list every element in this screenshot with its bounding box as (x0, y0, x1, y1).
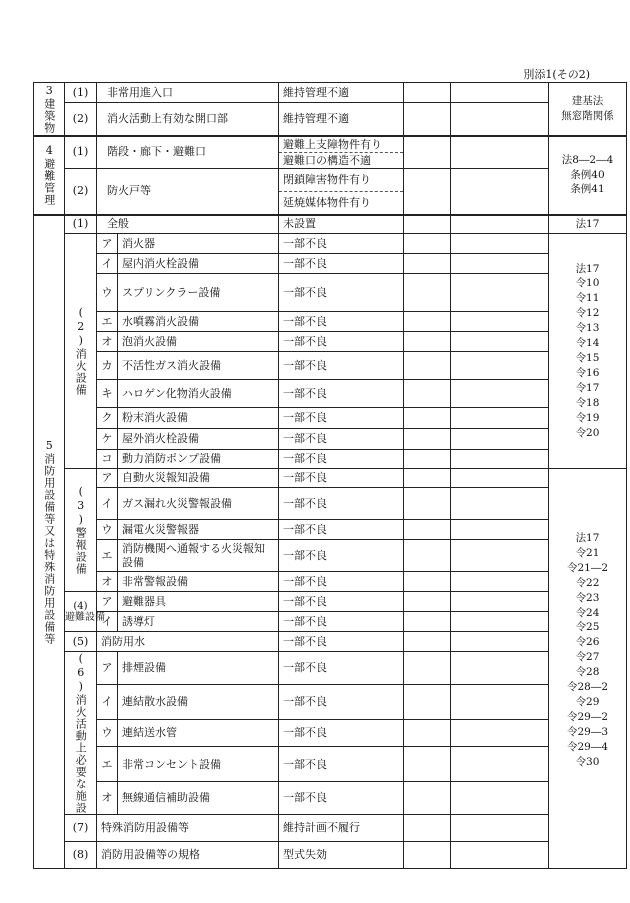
check-cell[interactable] (404, 312, 451, 332)
check-cell[interactable] (404, 215, 451, 234)
table-row (34, 408, 627, 429)
check-cell[interactable] (404, 719, 451, 747)
table-cell: (7) (65, 815, 97, 842)
table-cell: イ (97, 254, 118, 274)
table-cell: 連結送水管 (118, 719, 279, 747)
table-row (34, 429, 627, 450)
table-row (34, 312, 627, 332)
table-cell: (4) (73, 600, 88, 612)
table-cell: 非常用進入口 (97, 83, 279, 103)
table-cell: 一部不良 (279, 429, 404, 450)
note-cell[interactable] (451, 592, 549, 612)
table-cell: オ (97, 782, 118, 815)
table-cell: エ (97, 540, 118, 572)
table-row (34, 842, 627, 869)
check-cell[interactable] (404, 332, 451, 352)
table-cell: 一部不良 (279, 520, 404, 540)
check-cell[interactable] (404, 684, 451, 719)
table-row (34, 450, 627, 469)
check-cell[interactable] (404, 842, 451, 869)
table-cell: 一部不良 (279, 332, 404, 352)
table-cell: ア (97, 234, 118, 254)
table-cell: オ (97, 332, 118, 352)
note-cell[interactable] (451, 520, 549, 540)
table-cell: 5消防用設備等又は特殊消防用設備等 (42, 438, 56, 645)
table-cell: スプリンクラー設備 (118, 274, 279, 312)
note-cell[interactable] (451, 572, 549, 592)
table-cell: (2)消火設備 (74, 306, 88, 396)
table-cell: 一部不良 (279, 540, 404, 572)
table-cell: 型式失効 (279, 842, 404, 869)
table-row (34, 540, 627, 572)
table-cell: 一部不良 (279, 719, 404, 747)
note-cell[interactable] (451, 83, 549, 103)
table-cell: (8) (65, 842, 97, 869)
note-cell[interactable] (451, 842, 549, 869)
table-cell: 一部不良 (279, 612, 404, 632)
check-cell[interactable] (404, 408, 451, 429)
table-cell: ガス漏れ火災警報設備 (118, 488, 279, 520)
table-cell: 屋内消火栓設備 (118, 254, 279, 274)
table-cell: 屋外消火栓設備 (118, 429, 279, 450)
table-cell: 維持管理不適 (279, 103, 404, 136)
law-reference: 法17 令21 令21―2 令22 令23 令24 令25 令26 令27 令28 令28―2 令29 令29―2 令29―3 令29―4 令30 (549, 469, 627, 869)
table-cell: 一部不良 (279, 312, 404, 332)
table-row (34, 782, 627, 815)
table-cell: 一部不良 (279, 450, 404, 469)
check-cell[interactable] (404, 488, 451, 520)
table-cell: 避難器具 (118, 592, 279, 612)
table-cell: 消防用設備等の規格 (97, 842, 279, 869)
attachment-reference: 別添1(その2) (523, 68, 590, 81)
table-cell: 4避難管理 (42, 144, 56, 206)
check-cell[interactable] (404, 592, 451, 612)
table-cell: 一部不良 (279, 488, 404, 520)
table-cell: 延焼媒体物件有り (283, 195, 371, 209)
check-cell[interactable] (404, 572, 451, 592)
table-cell: 特殊消防用設備等 (97, 815, 279, 842)
note-cell[interactable] (451, 215, 549, 234)
table-row (34, 488, 627, 520)
check-cell[interactable] (404, 168, 451, 215)
note-cell[interactable] (451, 815, 549, 842)
table-cell: 連結散水設備 (118, 684, 279, 719)
note-cell[interactable] (451, 612, 549, 632)
table-cell: 消防用水 (97, 632, 279, 652)
table-cell: 無線通信補助設備 (118, 782, 279, 815)
table-cell: エ (97, 747, 118, 782)
table-cell: イ (97, 684, 118, 719)
check-cell[interactable] (404, 469, 451, 488)
table-cell: エ (97, 312, 118, 332)
check-cell[interactable] (404, 652, 451, 685)
table-cell: 未設置 (279, 215, 404, 234)
table-cell: コ (97, 450, 118, 469)
check-cell[interactable] (404, 450, 451, 469)
table-cell: 防火戸等 (97, 168, 279, 215)
note-cell[interactable] (451, 408, 549, 429)
check-cell[interactable] (404, 815, 451, 842)
note-cell[interactable] (451, 312, 549, 332)
table-cell: 一部不良 (279, 234, 404, 254)
table-cell: イ (97, 488, 118, 520)
law-reference: 法17 (549, 215, 627, 234)
table-cell: 維持計画不履行 (279, 815, 404, 842)
table-cell: 避難設備 (65, 611, 105, 623)
table-cell: 動力消防ポンプ設備 (118, 450, 279, 469)
table-row (34, 572, 627, 592)
table-cell: ウ (97, 520, 118, 540)
check-cell[interactable] (404, 254, 451, 274)
table-cell: 一部不良 (279, 352, 404, 380)
table-cell: 一部不良 (279, 274, 404, 312)
table-cell: 一部不良 (279, 684, 404, 719)
note-cell[interactable] (451, 652, 549, 685)
note-cell[interactable] (451, 380, 549, 408)
check-cell[interactable] (404, 747, 451, 782)
check-cell[interactable] (404, 136, 451, 169)
table-cell: 粉末消火設備 (118, 408, 279, 429)
table-cell: 一部不良 (279, 782, 404, 815)
table-cell: 消火器 (118, 234, 279, 254)
law-reference: 建基法 無窓階関係 (549, 83, 627, 136)
table-cell: 非常コンセント設備 (118, 747, 279, 782)
check-cell[interactable] (404, 352, 451, 380)
table-row (34, 380, 627, 408)
note-cell[interactable] (451, 632, 549, 652)
note-cell[interactable] (451, 254, 549, 274)
table-row (34, 83, 627, 103)
note-cell[interactable] (451, 274, 549, 312)
table-cell: キ (97, 380, 118, 408)
table-row (34, 168, 627, 215)
table-cell: 一部不良 (279, 632, 404, 652)
inspection-table (33, 82, 627, 869)
law-reference: 法8―2―4 条例40 条例41 (549, 136, 627, 215)
table-row (34, 747, 627, 782)
check-cell[interactable] (404, 782, 451, 815)
law-reference: 法17 令10 令11 令12 令13 令14 令15 令16 令17 令18 令19 令20 (549, 234, 627, 469)
note-cell[interactable] (451, 747, 549, 782)
check-cell[interactable] (404, 380, 451, 408)
table-cell: 避難上支障物件有り (279, 137, 403, 153)
table-cell: イ (97, 612, 118, 632)
table-row (34, 352, 627, 380)
table-cell: 漏電火災警報器 (118, 520, 279, 540)
table-row (34, 592, 627, 612)
table-cell: 泡消火設備 (118, 332, 279, 352)
section-4-label (34, 136, 65, 215)
table-row (34, 274, 627, 312)
alarm-label (65, 469, 97, 592)
table-cell: (3)警報設備 (74, 485, 88, 575)
table-row (34, 520, 627, 540)
note-cell[interactable] (451, 684, 549, 719)
evac-label (65, 592, 105, 632)
table-row (34, 612, 627, 632)
table-row (34, 332, 627, 352)
table-cell: 避難口の構造不適 (283, 153, 371, 167)
table-cell: ウ (97, 719, 118, 747)
note-cell[interactable] (451, 469, 549, 488)
table-cell: ア (97, 469, 118, 488)
table-cell: 不活性ガス消火設備 (118, 352, 279, 380)
table-cell: 自動火災報知設備 (118, 469, 279, 488)
table-cell: 非常警報設備 (118, 572, 279, 592)
note-cell[interactable] (451, 332, 549, 352)
table-cell: ケ (97, 429, 118, 450)
table-cell: カ (97, 352, 118, 380)
table-cell: 排煙設備 (118, 652, 279, 685)
table-cell: (5) (65, 632, 97, 652)
check-cell[interactable] (404, 83, 451, 103)
table-row (34, 254, 627, 274)
table-cell: 階段・廊下・避難口 (97, 136, 279, 169)
table-cell: (6)消火活動上必要な施設 (74, 652, 88, 814)
table-cell: (2) (65, 168, 97, 215)
check-cell[interactable] (404, 234, 451, 254)
table-cell: 一部不良 (279, 652, 404, 685)
note-cell[interactable] (451, 540, 549, 572)
table-cell: (2) (65, 103, 97, 136)
section-5-label (34, 215, 65, 869)
check-cell[interactable] (404, 429, 451, 450)
table-row (34, 136, 627, 169)
table-row (34, 234, 627, 254)
table-row (34, 103, 627, 136)
table-cell: 一部不良 (279, 592, 404, 612)
table-cell: 誘導灯 (118, 612, 279, 632)
note-cell[interactable] (451, 719, 549, 747)
table-row (34, 719, 627, 747)
note-cell[interactable] (451, 103, 549, 136)
check-cell[interactable] (404, 540, 451, 572)
table-cell: 一部不良 (279, 380, 404, 408)
check-cell[interactable] (404, 632, 451, 652)
table-cell: ア (97, 652, 118, 685)
table-cell: (1) (65, 215, 97, 234)
table-cell: ハロゲン化物消火設備 (118, 380, 279, 408)
note-cell[interactable] (451, 352, 549, 380)
note-cell[interactable] (451, 136, 549, 169)
table-cell: ア (97, 592, 118, 612)
note-cell[interactable] (451, 782, 549, 815)
table-cell: 維持管理不適 (279, 83, 404, 103)
check-cell[interactable] (404, 274, 451, 312)
table-cell: ク (97, 408, 118, 429)
table-cell: 一部不良 (279, 747, 404, 782)
table-cell: (1) (65, 136, 97, 169)
table-cell: 3建築物 (42, 83, 56, 134)
table-cell: 消防機関へ通報する火災報知設備 (118, 540, 279, 572)
table-cell: 一部不良 (279, 408, 404, 429)
note-cell[interactable] (451, 429, 549, 450)
table-cell: 一部不良 (279, 254, 404, 274)
extinguish-label (65, 234, 97, 469)
check-cell[interactable] (404, 103, 451, 136)
table-cell: ウ (97, 274, 118, 312)
note-cell[interactable] (451, 450, 549, 469)
table-row (34, 632, 627, 652)
table-row (34, 469, 627, 488)
table-row (34, 815, 627, 842)
table-row (34, 215, 627, 234)
activity-label (65, 652, 97, 815)
section-3-label (34, 83, 65, 136)
note-cell[interactable] (451, 488, 549, 520)
table-row (34, 684, 627, 719)
table-cell: (1) (65, 83, 97, 103)
table-row (34, 652, 627, 685)
table-cell: 全般 (97, 215, 279, 234)
table-cell: オ (97, 572, 118, 592)
table-cell: 消火活動上有効な開口部 (97, 103, 279, 136)
note-cell[interactable] (451, 168, 549, 215)
check-cell[interactable] (404, 520, 451, 540)
table-cell: 一部不良 (279, 572, 404, 592)
note-cell[interactable] (451, 234, 549, 254)
check-cell[interactable] (404, 612, 451, 632)
table-cell: 水噴霧消火設備 (118, 312, 279, 332)
table-cell: 閉鎖障害物件有り (279, 169, 403, 192)
table-cell: 一部不良 (279, 469, 404, 488)
